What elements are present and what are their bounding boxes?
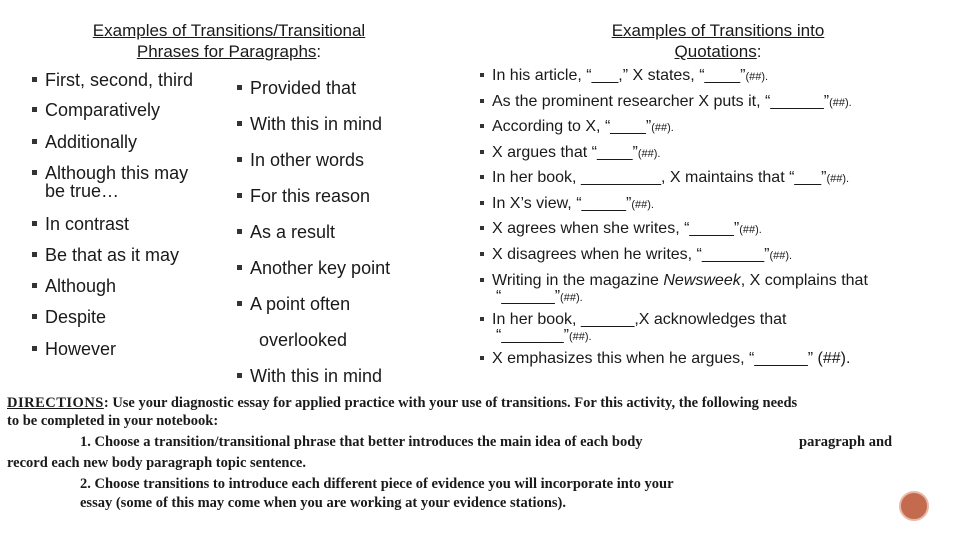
list-item-continuation: overlooked <box>259 330 348 350</box>
item-cite: (##). <box>637 148 661 160</box>
item-emphasis: Newsweek <box>663 272 741 289</box>
directions-line1 <box>7 395 797 412</box>
list-item: Although <box>32 276 116 297</box>
item-text-2: , X complains that <box>740 272 868 289</box>
directions-line3a: 1. Choose a transition/transitional phrase that better introduces the main idea of each body <box>80 434 643 450</box>
list-item: In contrast <box>32 214 129 235</box>
directions-title: DIRECTIONS <box>7 395 104 411</box>
right-heading-colon: : <box>756 42 762 61</box>
list-item: For this reason <box>237 186 370 207</box>
list-item: As a result <box>237 222 335 243</box>
item-cite: (##). <box>739 224 762 236</box>
item-text: X agrees when she writes, “_____” <box>492 220 740 237</box>
list-item: Although this may <box>32 163 188 184</box>
list-item <box>480 143 661 164</box>
list-item <box>480 310 787 344</box>
directions-line6: essay (some of this may come when you are working at your evidence stations). <box>80 495 566 511</box>
item-cite: (##). <box>631 199 654 211</box>
list-item <box>480 92 852 113</box>
directions-line3b: paragraph and <box>799 434 893 450</box>
list-item: Additionally <box>32 132 137 153</box>
item-text: In her book, _________, X maintains that “___” <box>492 169 827 186</box>
right-heading-line1: Examples of Transitions into <box>611 21 825 40</box>
list-item <box>480 245 792 266</box>
item-cite: (##). <box>560 292 583 304</box>
list-item: A point often <box>237 294 350 315</box>
item-text: As the prominent researcher X puts it, “______” <box>492 93 830 110</box>
slide-badge-icon <box>899 491 929 521</box>
item-cite: (##). <box>769 250 793 262</box>
item-cont-text: “_______” <box>496 327 569 344</box>
list-item <box>480 349 850 368</box>
right-heading-line2-wrap <box>560 41 876 62</box>
item-cite: (##). <box>826 173 850 185</box>
list-item-continuation: be true… <box>45 181 120 201</box>
item-text: In his article, “___,” X states, “____” <box>492 67 746 84</box>
list-item: Provided that <box>237 78 356 99</box>
item-cite: (##). <box>651 122 674 134</box>
list-item: Be that as it may <box>32 245 179 266</box>
item-text: X disagrees when he writes, “_______” <box>492 246 770 263</box>
item-text: Writing in the magazine <box>492 272 659 289</box>
directions-line5: 2. Choose transitions to introduce each different piece of evidence you will incorporate into your <box>80 476 674 492</box>
directions-line4: record each new body paragraph topic sentence. <box>7 455 306 471</box>
list-item: Comparatively <box>32 100 160 121</box>
item-text: X argues that “____” <box>492 144 638 161</box>
right-heading-line2: Quotations <box>674 42 757 61</box>
list-item: In other words <box>237 150 364 171</box>
left-heading-line1: Examples of Transitions/Transitional <box>92 21 366 40</box>
directions-text-1: : Use your diagnostic essay for applied practice with your use of transitions. For this activity, the following needs <box>103 395 798 411</box>
item-text: X emphasizes this when he argues, “______” (##). <box>492 350 851 367</box>
item-continuation <box>496 287 583 308</box>
left-heading-line2-wrap <box>40 41 418 62</box>
item-continuation <box>496 326 592 347</box>
item-text: In X’s view, “_____” <box>492 195 632 212</box>
item-cite: (##). <box>745 71 769 83</box>
list-item: Despite <box>32 307 106 328</box>
list-item: First, second, third <box>32 70 193 91</box>
list-item <box>480 194 654 215</box>
list-item <box>480 271 868 305</box>
item-cont-text: “______” <box>496 288 561 305</box>
item-text: According to X, “____” <box>492 118 652 135</box>
left-heading-line2: Phrases for Paragraphs <box>136 42 317 61</box>
list-item <box>480 66 768 87</box>
list-item: With this in mind <box>237 114 382 135</box>
left-heading <box>40 20 418 62</box>
item-text: In her book, ______,X acknowledges that <box>492 311 787 328</box>
directions-line2: to be completed in your notebook: <box>7 413 219 429</box>
item-cite: (##). <box>829 97 852 109</box>
list-item <box>480 117 674 138</box>
list-item <box>480 168 849 189</box>
list-item <box>480 219 762 240</box>
item-cite: (##). <box>568 331 592 343</box>
list-item: Another key point <box>237 258 390 279</box>
list-item: However <box>32 339 116 360</box>
right-heading <box>560 20 876 62</box>
left-heading-colon: : <box>316 42 322 61</box>
list-item: With this in mind <box>237 366 382 387</box>
